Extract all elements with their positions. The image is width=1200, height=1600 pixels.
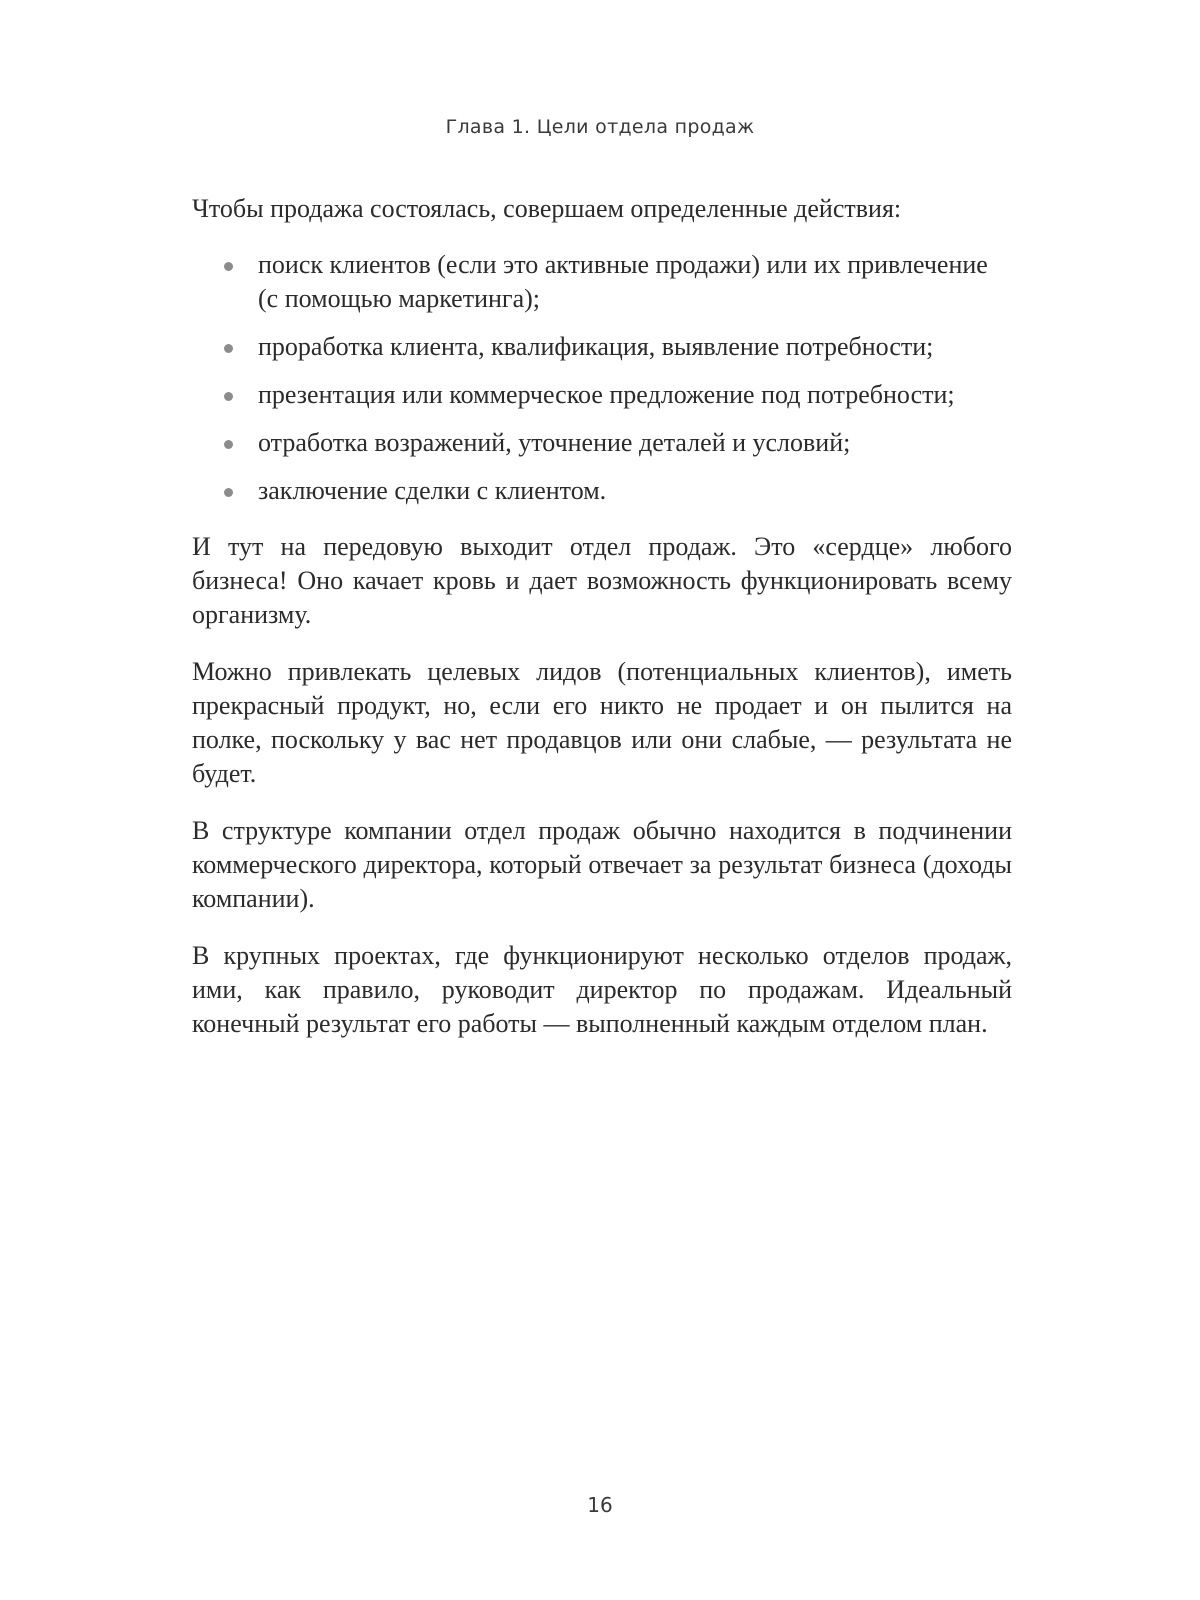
- running-header: Глава 1. Цели отдела продаж: [445, 116, 755, 138]
- bullet-icon: [224, 262, 233, 271]
- body-paragraph: В крупных проектах, где функционируют несколько отделов продаж, ими, как правило, руководит директор по продажам. Идеальный конечный результат его работы — выполненный каждым отделом план.: [192, 941, 1012, 1038]
- list-item-text: проработка клиента, квалификация, выявление потребности;: [258, 332, 934, 361]
- intro-paragraph: Чтобы продажа состоялась, совершаем определенные действия:: [192, 194, 902, 223]
- bullet-icon: [224, 440, 233, 449]
- list-item: [258, 474, 1012, 508]
- list-item: [258, 378, 1012, 412]
- list-item: [258, 330, 1012, 364]
- list-item-text: отработка возражений, уточнение деталей и условий;: [258, 428, 851, 457]
- list-item-text: презентация или коммерческое предложение под потребности;: [258, 380, 955, 409]
- page-body: [192, 192, 1012, 1064]
- bullet-icon: [224, 488, 233, 497]
- body-paragraph: Можно привлекать целевых лидов (потенциальных клиентов), иметь прекрасный продукт, но, если его никто не продает и он пылится на полке, поскольку у вас нет продавцов или они слабые, — результата не будет.: [192, 657, 1012, 788]
- list-item: [258, 426, 1012, 460]
- list-item-text: заключение сделки с клиентом.: [258, 476, 607, 505]
- page-number: 16: [587, 1493, 613, 1517]
- body-paragraph: В структуре компании отдел продаж обычно находится в подчинении коммерческого директора, который отвечает за результат бизнеса (доходы компании).: [192, 816, 1012, 913]
- bullet-icon: [224, 392, 233, 401]
- bullet-icon: [224, 344, 233, 353]
- list-item-text: поиск клиентов (если это активные продажи) или их привлечение (с помощью маркетинга);: [258, 250, 988, 313]
- action-list: [192, 248, 1012, 508]
- list-item: [258, 248, 1012, 316]
- body-paragraph: И тут на передовую выходит отдел продаж. Это «сердце» любого бизнеса! Оно качает кровь и дает возможность функционировать всему организму.: [192, 532, 1012, 629]
